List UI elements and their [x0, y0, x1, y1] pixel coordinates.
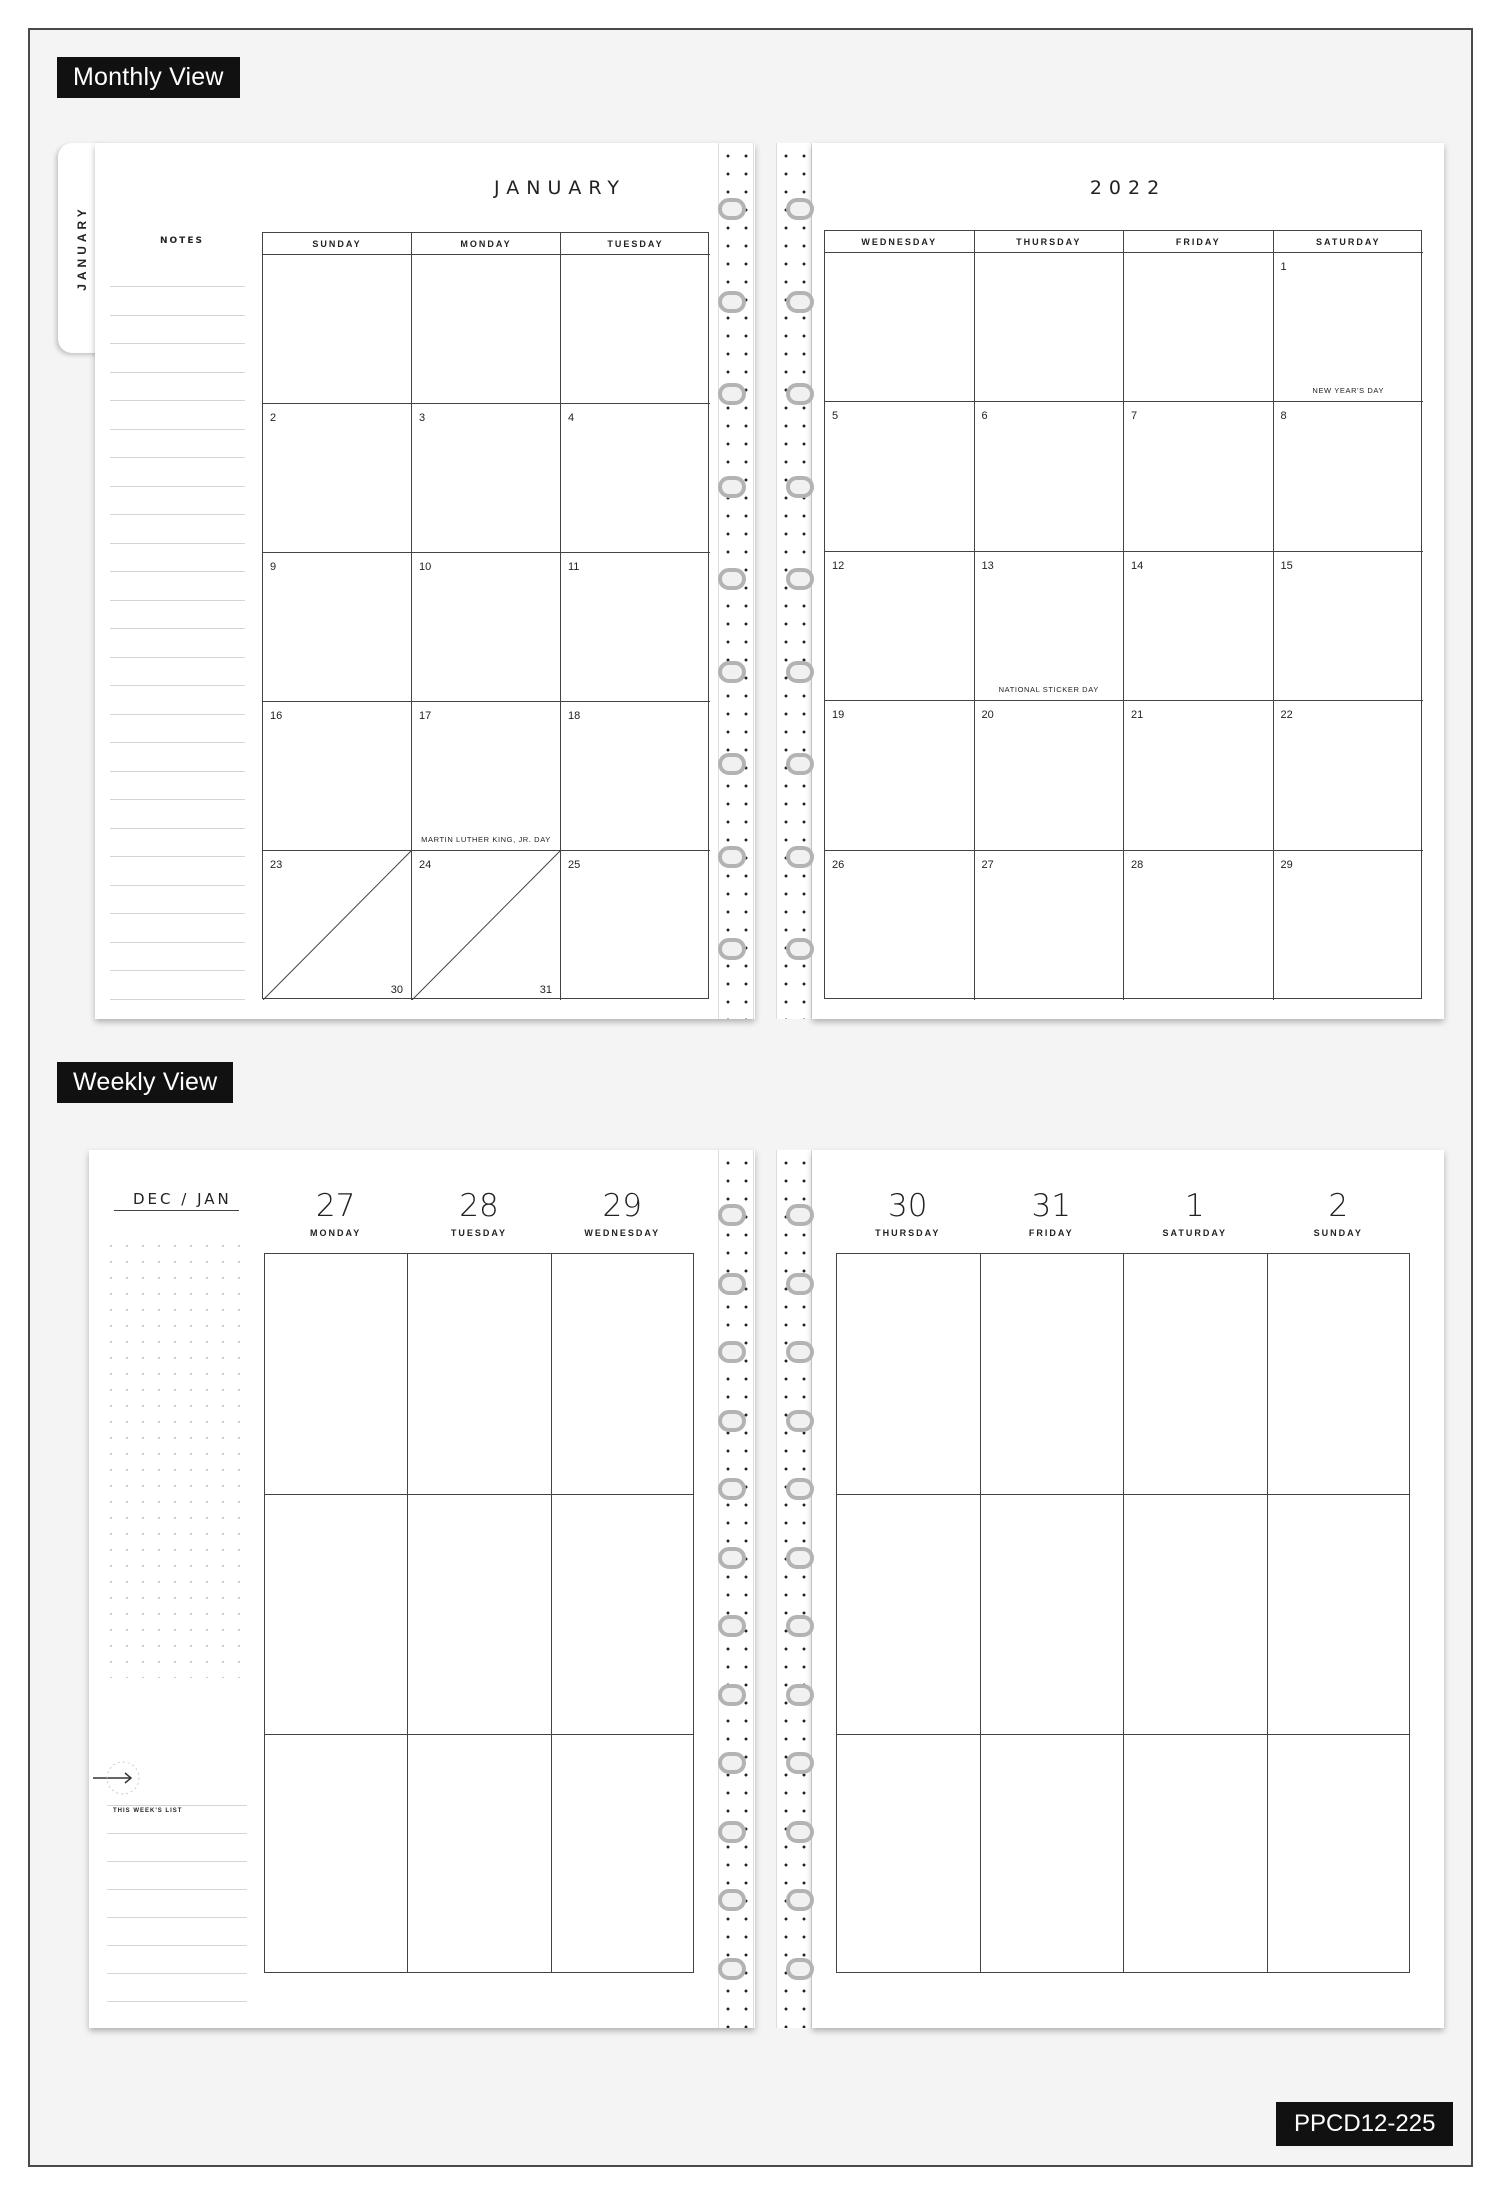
day-number: 19 — [832, 709, 845, 722]
binding-ring — [786, 938, 814, 960]
week-day-number: 29 — [602, 1188, 642, 1224]
split-day-divider — [263, 851, 411, 1000]
week-list-line[interactable] — [107, 1973, 247, 1974]
calendar-day-cell[interactable] — [561, 255, 710, 404]
binding-ring — [718, 1204, 746, 1226]
notes-line[interactable] — [110, 457, 245, 458]
binding-ring — [786, 1341, 814, 1363]
month-title: JANUARY — [494, 177, 626, 199]
notes-line[interactable] — [110, 714, 245, 715]
day-number: 9 — [270, 561, 277, 573]
holiday-label: MARTIN LUTHER KING, JR. DAY — [421, 835, 551, 844]
binding-ring — [786, 661, 814, 683]
notes-line[interactable] — [110, 856, 245, 857]
monthly-left-page — [95, 143, 755, 1019]
day-number: 24 — [419, 859, 432, 871]
day-number: 26 — [832, 858, 845, 871]
notes-line[interactable] — [110, 372, 245, 373]
binding-ring — [718, 1752, 746, 1774]
day-number: 22 — [1280, 709, 1293, 722]
day-number: 5 — [832, 410, 839, 423]
notes-line[interactable] — [110, 628, 245, 629]
notes-line[interactable] — [110, 657, 245, 658]
week-list-line[interactable] — [107, 1861, 247, 1862]
calendar-day-cell[interactable] — [561, 553, 710, 702]
binding-ring — [718, 1478, 746, 1500]
calendar-day-cell[interactable] — [1124, 701, 1274, 850]
binding-ring — [718, 291, 746, 313]
week-day-name: FRIDAY — [1028, 1228, 1074, 1238]
binding-ring — [786, 1410, 814, 1432]
week-day-column[interactable] — [837, 1254, 981, 1972]
notes-line[interactable] — [110, 999, 245, 1000]
monthly-view-label: Monthly View — [57, 57, 240, 98]
week-day-header[interactable] — [1267, 1188, 1411, 1238]
week-day-name: WEDNESDAY — [584, 1228, 661, 1238]
day-number: 25 — [568, 859, 581, 871]
day-number: 7 — [1131, 410, 1138, 423]
notes-line[interactable] — [110, 571, 245, 572]
day-number: 8 — [1280, 410, 1287, 423]
calendar-day-cell[interactable] — [561, 404, 710, 553]
binding-ring — [718, 1547, 746, 1569]
day-number: 29 — [1280, 858, 1293, 871]
binding-ring — [718, 1821, 746, 1843]
week-day-number: 28 — [459, 1188, 499, 1224]
week-day-header[interactable] — [1123, 1188, 1267, 1238]
binding-ring — [718, 753, 746, 775]
week-day-column[interactable] — [552, 1254, 695, 1972]
calendar-day-cell[interactable] — [263, 404, 412, 553]
day-header-monday: MONDAY — [412, 233, 561, 255]
week-list-line[interactable] — [107, 1889, 247, 1890]
binding-ring — [718, 1341, 746, 1363]
binding-ring — [786, 198, 814, 220]
split-day-number: 30 — [390, 984, 403, 996]
week-day-column[interactable] — [1124, 1254, 1268, 1972]
this-weeks-list-badge — [91, 1750, 147, 1806]
weekly-right-page — [812, 1150, 1444, 2028]
week-day-number: 1 — [1184, 1188, 1205, 1224]
notes-line[interactable] — [110, 400, 245, 401]
notes-line[interactable] — [110, 771, 245, 772]
binding-ring — [786, 1821, 814, 1843]
day-number: 4 — [568, 412, 575, 424]
day-number: 18 — [568, 710, 581, 722]
notes-line[interactable] — [110, 913, 245, 914]
calendar-day-cell[interactable] — [825, 701, 975, 850]
day-number: 28 — [1131, 858, 1144, 871]
binding-ring — [786, 1273, 814, 1295]
week-day-name: THURSDAY — [875, 1228, 941, 1238]
holiday-label: NEW YEAR'S DAY — [1312, 386, 1385, 396]
calendar-day-cell[interactable] — [1124, 402, 1274, 551]
notes-line[interactable] — [110, 828, 245, 829]
binding-ring — [718, 938, 746, 960]
day-number: 15 — [1280, 559, 1293, 572]
week-row-divider — [265, 1494, 693, 1495]
calendar-day-cell[interactable] — [263, 553, 412, 702]
monthly-right-calendar — [824, 230, 1422, 999]
binding-ring — [786, 1958, 814, 1980]
week-row-divider — [837, 1734, 1409, 1735]
calendar-day-cell[interactable] — [561, 851, 710, 1000]
calendar-day-cell[interactable] — [412, 851, 561, 1000]
week-day-name: SUNDAY — [1313, 1228, 1363, 1238]
week-range-label: DEC / JAN — [133, 1190, 232, 1208]
calendar-day-cell[interactable] — [1124, 552, 1274, 701]
calendar-day-cell[interactable] — [1274, 851, 1424, 1000]
notes-line[interactable] — [110, 286, 245, 287]
weekly-left-grid — [264, 1253, 694, 1973]
this-weeks-list-text: THIS WEEK'S LIST — [113, 1808, 183, 1814]
calendar-day-cell[interactable] — [825, 402, 975, 551]
day-header-friday: FRIDAY — [1124, 231, 1274, 253]
week-day-number: 2 — [1328, 1188, 1349, 1224]
notes-line[interactable] — [110, 514, 245, 515]
binding-ring — [718, 383, 746, 405]
binding-ring — [718, 476, 746, 498]
notes-line[interactable] — [110, 600, 245, 601]
calendar-day-cell[interactable] — [412, 702, 561, 851]
notes-label: NOTES — [160, 236, 204, 246]
binding-ring — [786, 1752, 814, 1774]
notes-line[interactable] — [110, 742, 245, 743]
week-list-line[interactable] — [107, 1833, 247, 1834]
day-number: 21 — [1131, 709, 1144, 722]
binding-ring — [786, 568, 814, 590]
notes-line[interactable] — [110, 543, 245, 544]
day-number: 10 — [419, 561, 432, 573]
notes-line[interactable] — [110, 942, 245, 943]
week-range-underline — [114, 1210, 239, 1211]
calendar-day-cell[interactable] — [412, 553, 561, 702]
week-list-line[interactable] — [107, 1945, 247, 1946]
holiday-label: NATIONAL STICKER DAY — [998, 685, 1099, 695]
notes-line[interactable] — [110, 885, 245, 886]
binding-ring — [718, 1889, 746, 1911]
day-number: 13 — [981, 559, 994, 572]
binding-ring — [718, 661, 746, 683]
calendar-day-cell[interactable] — [263, 851, 412, 1000]
notes-line[interactable] — [110, 486, 245, 487]
day-number: 3 — [419, 412, 426, 424]
dot-grid-area — [103, 1238, 251, 1678]
calendar-day-cell[interactable] — [825, 253, 975, 402]
notes-line[interactable] — [110, 343, 245, 344]
day-number: 14 — [1131, 559, 1144, 572]
week-day-header[interactable] — [264, 1188, 407, 1238]
week-day-name: MONDAY — [310, 1228, 362, 1238]
binding-ring — [786, 1889, 814, 1911]
weekly-right-grid — [836, 1253, 1410, 1973]
calendar-day-cell[interactable] — [1274, 701, 1424, 850]
day-number: 17 — [419, 710, 432, 722]
binding-ring — [786, 1615, 814, 1637]
binding-ring — [718, 1273, 746, 1295]
binding-ring — [718, 846, 746, 868]
monthly-left-calendar — [262, 232, 709, 999]
day-number: 27 — [981, 858, 994, 871]
binding-ring — [786, 1478, 814, 1500]
week-day-header[interactable] — [836, 1188, 980, 1238]
week-day-name: SATURDAY — [1162, 1228, 1227, 1238]
this-weeks-list-icon — [91, 1750, 147, 1806]
weekly-view-label: Weekly View — [57, 1062, 233, 1103]
week-list-line[interactable] — [107, 1917, 247, 1918]
day-number: 1 — [1280, 261, 1287, 273]
day-header-saturday: SATURDAY — [1274, 231, 1424, 253]
week-day-header[interactable] — [551, 1188, 694, 1238]
binding-ring — [718, 1958, 746, 1980]
day-number: 20 — [981, 709, 994, 722]
notes-line[interactable] — [110, 315, 245, 316]
binding-ring — [786, 1684, 814, 1706]
binding-ring — [786, 291, 814, 313]
calendar-day-cell[interactable] — [1274, 552, 1424, 701]
notes-line[interactable] — [110, 685, 245, 686]
day-header-thursday: THURSDAY — [975, 231, 1125, 253]
calendar-day-cell[interactable] — [975, 402, 1125, 551]
calendar-day-cell[interactable] — [561, 702, 710, 851]
calendar-day-cell[interactable] — [1124, 253, 1274, 402]
week-day-number: 30 — [888, 1188, 928, 1224]
calendar-day-cell[interactable] — [1274, 402, 1424, 551]
binding-ring — [786, 383, 814, 405]
week-row-divider — [265, 1734, 693, 1735]
calendar-day-cell[interactable] — [825, 552, 975, 701]
calendar-day-cell[interactable] — [263, 702, 412, 851]
day-number: 16 — [270, 710, 283, 722]
binding-ring — [718, 198, 746, 220]
day-number: 11 — [568, 561, 580, 573]
binding-ring — [786, 476, 814, 498]
week-day-number: 31 — [1031, 1188, 1071, 1224]
week-day-column[interactable] — [981, 1254, 1125, 1972]
day-number: 2 — [270, 412, 277, 424]
binding-ring — [786, 753, 814, 775]
calendar-day-cell[interactable] — [412, 255, 561, 404]
calendar-day-cell[interactable] — [263, 255, 412, 404]
week-day-name: TUESDAY — [450, 1228, 508, 1238]
split-day-number: 31 — [539, 984, 552, 996]
week-day-number: 27 — [315, 1188, 356, 1224]
day-number: 23 — [270, 859, 283, 871]
week-day-column[interactable] — [265, 1254, 408, 1972]
calendar-day-cell[interactable] — [1124, 851, 1274, 1000]
calendar-day-cell[interactable] — [975, 701, 1125, 850]
notes-line[interactable] — [110, 429, 245, 430]
calendar-day-cell[interactable] — [975, 253, 1125, 402]
calendar-day-cell[interactable] — [1274, 253, 1424, 402]
week-day-header[interactable] — [407, 1188, 550, 1238]
binding-ring — [718, 1684, 746, 1706]
calendar-day-cell[interactable] — [975, 851, 1125, 1000]
week-row-divider — [837, 1494, 1409, 1495]
week-day-column[interactable] — [408, 1254, 551, 1972]
binding-ring — [718, 1615, 746, 1637]
day-number: 12 — [832, 559, 845, 572]
weekly-left-page — [89, 1150, 755, 2028]
binding-ring — [786, 1204, 814, 1226]
calendar-day-cell[interactable] — [975, 552, 1125, 701]
year-title: 2022 — [1089, 177, 1167, 199]
calendar-day-cell[interactable] — [825, 851, 975, 1000]
day-number: 6 — [981, 410, 988, 423]
split-day-divider — [412, 851, 560, 1000]
calendar-day-cell[interactable] — [412, 404, 561, 553]
notes-line[interactable] — [110, 799, 245, 800]
month-tab-label: JANUARY — [75, 205, 89, 291]
binding-ring — [786, 1547, 814, 1569]
notes-line[interactable] — [110, 970, 245, 971]
binding-ring — [786, 846, 814, 868]
monthly-right-page — [812, 143, 1444, 1019]
binding-ring — [718, 568, 746, 590]
week-day-column[interactable] — [1268, 1254, 1412, 1972]
product-code-badge: PPCD12-225 — [1276, 2102, 1453, 2146]
week-list-line[interactable] — [107, 2001, 247, 2002]
binding-ring — [718, 1410, 746, 1432]
day-header-sunday: SUNDAY — [263, 233, 412, 255]
day-header-wednesday: WEDNESDAY — [825, 231, 975, 253]
day-header-tuesday: TUESDAY — [561, 233, 710, 255]
week-day-header[interactable] — [980, 1188, 1124, 1238]
